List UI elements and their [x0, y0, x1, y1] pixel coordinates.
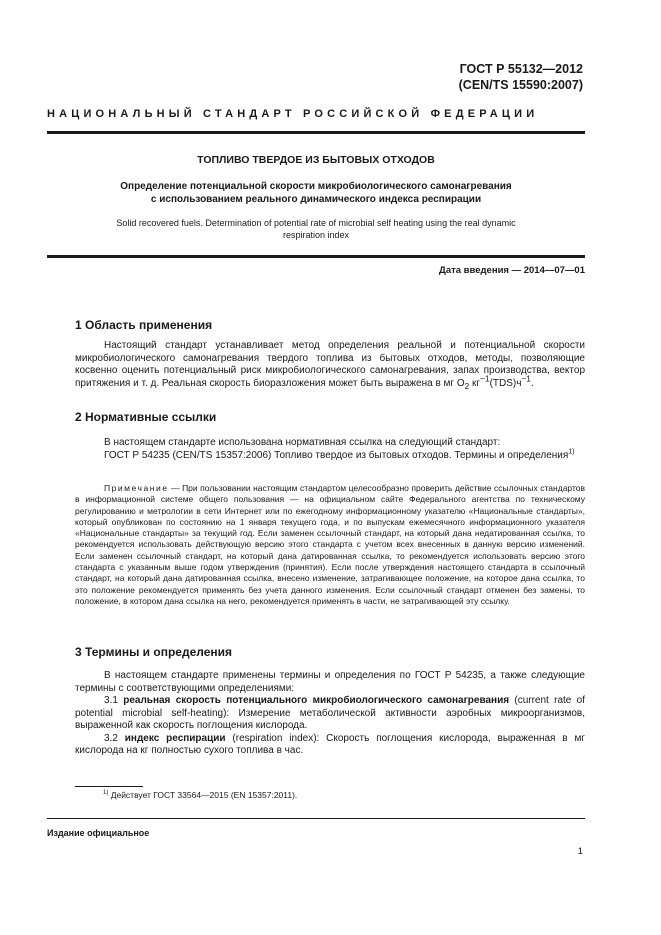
english-title-line-2: respiration index	[282, 230, 350, 240]
section-1-period: .	[530, 377, 534, 389]
header-divider	[47, 131, 585, 134]
section-3-body	[75, 670, 585, 758]
section-1	[75, 319, 585, 332]
footnote-number: 1)	[103, 790, 109, 797]
standard-number: ГОСТ Р 55132—2012	[459, 62, 583, 76]
subtitle-line-2: с использованием реального динамического индекса респирации	[150, 194, 482, 205]
unit-kg-exponent: −1	[480, 373, 490, 384]
unit-h-exponent: −1	[521, 373, 531, 384]
document-title: ТОПЛИВО ТВЕРДОЕ ИЗ БЫТОВЫХ ОТХОДОВ	[197, 154, 435, 166]
section-3	[75, 646, 585, 659]
section-2	[75, 411, 585, 424]
footnote-divider	[75, 786, 143, 787]
footnote-marker: 1)	[568, 448, 575, 456]
footnote-text: Действует ГОСТ 33564—2015 (EN 15357:2011).	[108, 790, 298, 800]
section-2-body	[75, 437, 585, 462]
title-divider	[47, 255, 585, 258]
footer-divider	[47, 818, 585, 819]
footnote	[103, 790, 297, 800]
standard-designation	[459, 61, 583, 93]
section-2-paragraph-2	[75, 450, 585, 463]
note-label: Примечание	[104, 483, 169, 493]
term-3-2-term: индекс респирации	[124, 732, 226, 744]
subtitle-line-1: Определение потенциальной скорости микробиологического самонагревания	[120, 181, 512, 192]
term-3-2-definition: (respiration index): Скорость поглощения кислорода, выраженная в мг кислорода на кг полностью сухого топлива в час.	[75, 732, 585, 756]
standard-equivalent: (CEN/TS 15590:2007)	[458, 78, 583, 92]
note-paragraph	[75, 483, 585, 607]
term-3-2	[75, 733, 585, 758]
reference-gost-54235: ГОСТ Р 54235 (CEN/TS 15357:2006) Топливо твердое из бытовых отходов. Термины и определения	[104, 449, 569, 461]
unit-tds: (TDS)ч	[489, 377, 522, 389]
section-2-heading: 2 Нормативные ссылки	[75, 410, 217, 424]
o2-subscript: 2	[464, 380, 470, 391]
introduction-date: Дата введения — 2014—07—01	[439, 265, 585, 276]
section-1-heading: 1 Область применения	[75, 318, 213, 332]
edition-label: Издание официальное	[47, 828, 150, 838]
national-standard-heading: НАЦИОНАЛЬНЫЙ СТАНДАРТ РОССИЙСКОЙ ФЕДЕРАЦИИ	[47, 108, 539, 120]
section-3-paragraph-1: В настоящем стандарте применены термины и определения по ГОСТ Р 54235, а также следующие термины с соответствующими определениями:	[75, 670, 585, 694]
page-number: 1	[577, 846, 583, 857]
note-text: — При пользовании настоящим стандартом целесообразно проверить действие ссылочных стандартов в информационной системе общего пользования — на официальном сайте Федерального агентства по техническому регулированию и метрологии в сети Интернет или по ежегодному информационному указателю «Национальные стандарты», который опубликован по состоянию на 1 января текущего года, и по выпускам ежемесячного информационного указателя «Национальные стандарты» за текущий год. Если заменен ссылочный стандарт, на который дана недатированная ссылка, то рекомендуется использовать действующую версию этого стандарта с учетом всех внесенных в данную версию изменений. Если заменен ссылочный стандарт, на который дана датированная ссылка, то рекомендуется использовать версию этого стандарта с указанным выше годом утверждения (принятия). Если после утверждения настоящего стандарта в ссылочный стандарт, на который дана датированная ссылка, внесено изменение, затрагивающее положение, на которое дана ссылка, то это положение рекомендуется применять без учета данного изменения. Если ссылочный стандарт отменен без замены, то положение, в котором дана ссылка на него, рекомендуется применять в части, не затрагивающей эту ссылку.	[75, 483, 585, 606]
document-subtitle	[47, 180, 585, 206]
section-2-paragraph-1: В настоящем стандарте использована нормативная ссылка на следующий стандарт:	[104, 437, 501, 448]
section-1-body	[75, 340, 585, 390]
english-title	[47, 217, 585, 241]
section-2-note	[75, 483, 585, 607]
unit-kg: кг	[469, 377, 481, 389]
section-1-paragraph	[75, 340, 585, 390]
section-3-heading: 3 Термины и определения	[75, 645, 233, 659]
section-1-text: Настоящий стандарт устанавливает метод определения реальной и потенциальной скорости микробиологического самонагревания твердого топлива из бытовых отходов, методы, позволяющие косвенно оценить потенциальный риск микробиологического самонагревания, запах производства, вектор притяжения и т. д. Реальная скорость биоразложения может быть выражена в мг O	[75, 340, 585, 389]
term-3-2-number: 3.2	[104, 732, 125, 744]
term-3-1	[75, 695, 585, 733]
english-title-line-1: Solid recovered fuels. Determination of potential rate of microbial self heating using the real dynamic	[116, 218, 516, 228]
term-3-1-term: реальная скорость потенциального микробиологического самонагревания	[123, 695, 510, 706]
term-3-1-number: 3.1	[104, 695, 124, 706]
term-3-1-definition: (current rate of potential microbial self-heating): Измерение метаболической активности аэробных микроорганизмов, выраженной как скорость поглощения кислорода.	[75, 695, 586, 731]
